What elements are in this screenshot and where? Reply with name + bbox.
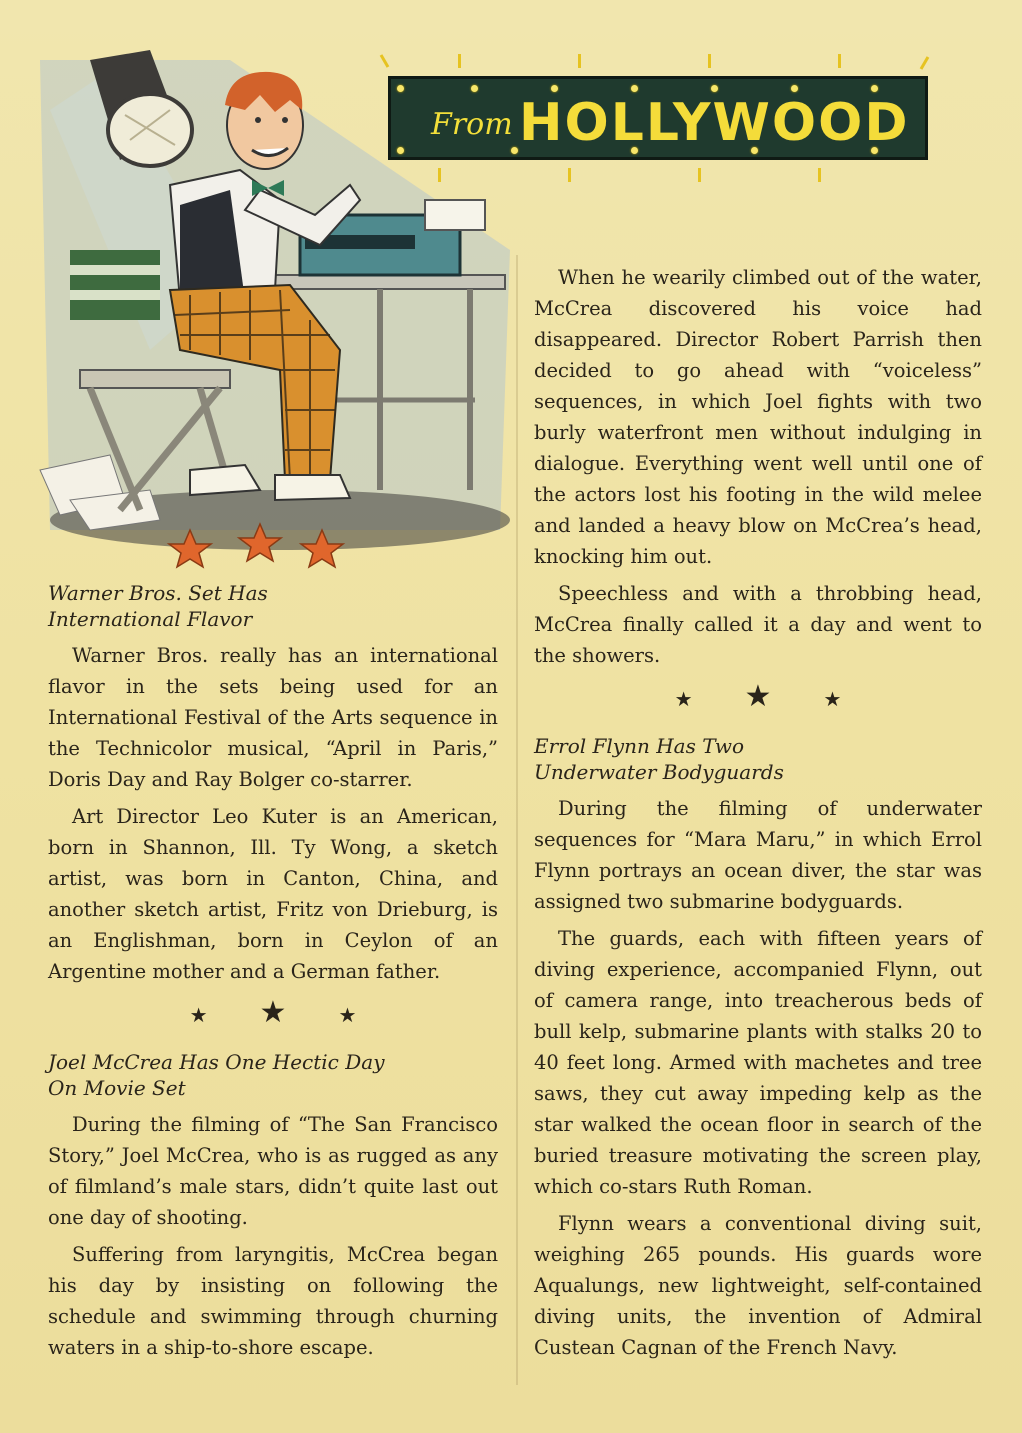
article-paragraph: During the filming of “The San Francisco Story,” Joel McCrea, who is as rugged as any of filmland’s male stars, didn’t quite last out one day of shooting.: [48, 1113, 498, 1229]
star-icon: ★: [674, 687, 693, 711]
marquee-bulb: [871, 85, 878, 92]
banner-ray: [708, 54, 711, 68]
article-heading-flynn: [534, 733, 982, 785]
article-paragraph: Speechless and with a throbbing head, McCrea finally called it a day and went to the showers.: [534, 582, 982, 667]
banner-title: HOLLYWOOD: [519, 93, 910, 153]
section-separator: [534, 679, 982, 714]
banner-ray: [458, 54, 461, 68]
article-heading-warner: [48, 580, 498, 632]
article-paragraph: Art Director Leo Kuter is an American, born in Shannon, Ill. Ty Wong, a sketch artist, was born in Canton, China, and another sketch artist, Fritz von Drieburg, is an Englishman, born in Ceylon of an Argentine mother and a German father.: [48, 805, 498, 983]
banner-ray: [920, 56, 930, 70]
heading-line: International Flavor: [48, 607, 253, 631]
marquee-bulb: [551, 85, 558, 92]
banner-plate: [388, 76, 928, 160]
banner-ray: [578, 54, 581, 68]
article-paragraph: Warner Bros. really has an international flavor in the sets being used for an International Festival of the Arts sequence in the Technicolor musical, “April in Paris,” Doris Day and Ray Bolger co-starrer.: [48, 644, 498, 791]
right-column: [534, 262, 982, 1369]
hollywood-banner: [378, 68, 938, 168]
banner-from-text: From: [431, 107, 513, 142]
heading-line: Warner Bros. Set Has: [48, 581, 268, 605]
heading-line: Joel McCrea Has One Hectic Day: [48, 1050, 385, 1074]
article-paragraph: When he wearily climbed out of the water, McCrea discovered his voice had disappeared. Director Robert Parrish then decided to go ahead with “voiceless” sequences, in which Joel fights with two burly waterfront men without indulging in dialogue. Everything went well until one of the actors lost his footing in the wild melee and landed a heavy blow on McCrea’s head, knocking him out.: [534, 266, 982, 568]
heading-line: On Movie Set: [48, 1076, 186, 1100]
article-heading-mccrea: [48, 1049, 498, 1101]
article-paragraph: Suffering from laryngitis, McCrea began his day by insisting on following the schedule and swimming through churning waters in a ship-to-shore escape.: [48, 1243, 498, 1359]
banner-ray: [438, 168, 441, 182]
marquee-bulb: [511, 147, 518, 154]
marquee-bulb: [471, 85, 478, 92]
banner-ray: [568, 168, 571, 182]
marquee-bulb: [397, 147, 404, 154]
star-icon: ★: [744, 679, 772, 714]
star-icon: ★: [823, 687, 842, 711]
article-paragraph: Flynn wears a conventional diving suit, weighing 265 pounds. His guards wore Aqualungs, new lightweight, self-contained diving units, the invention of Admiral Custean Cagnan of the French Navy.: [534, 1212, 982, 1359]
section-separator: [48, 995, 498, 1030]
article-paragraph: The guards, each with fifteen years of diving experience, accompanied Flynn, out of camera range, into treacherous beds of bull kelp, submarine plants with stalks 20 to 40 feet long. Armed with machetes and tree saws, they cut away impeding kelp as the star walked the ocean floor in search of the buried treasure motivating the screen play, which co-stars Ruth Roman.: [534, 927, 982, 1198]
banner-ray: [818, 168, 821, 182]
left-column: [48, 580, 498, 1369]
banner-ray: [838, 54, 841, 68]
article-paragraph: During the filming of underwater sequences for “Mara Maru,” in which Errol Flynn portrays an ocean diver, the star was assigned two submarine bodyguards.: [534, 797, 982, 913]
marquee-bulb: [711, 85, 718, 92]
heading-line: Underwater Bodyguards: [534, 760, 784, 784]
star-icon: ★: [259, 995, 287, 1030]
column-divider: [516, 255, 518, 1385]
marquee-bulb: [397, 85, 404, 92]
banner-ray: [698, 168, 701, 182]
star-icon: ★: [338, 1003, 357, 1027]
heading-line: Errol Flynn Has Two: [534, 734, 744, 758]
marquee-bulb: [631, 85, 638, 92]
marquee-bulb: [791, 85, 798, 92]
star-icon: ★: [189, 1003, 208, 1027]
